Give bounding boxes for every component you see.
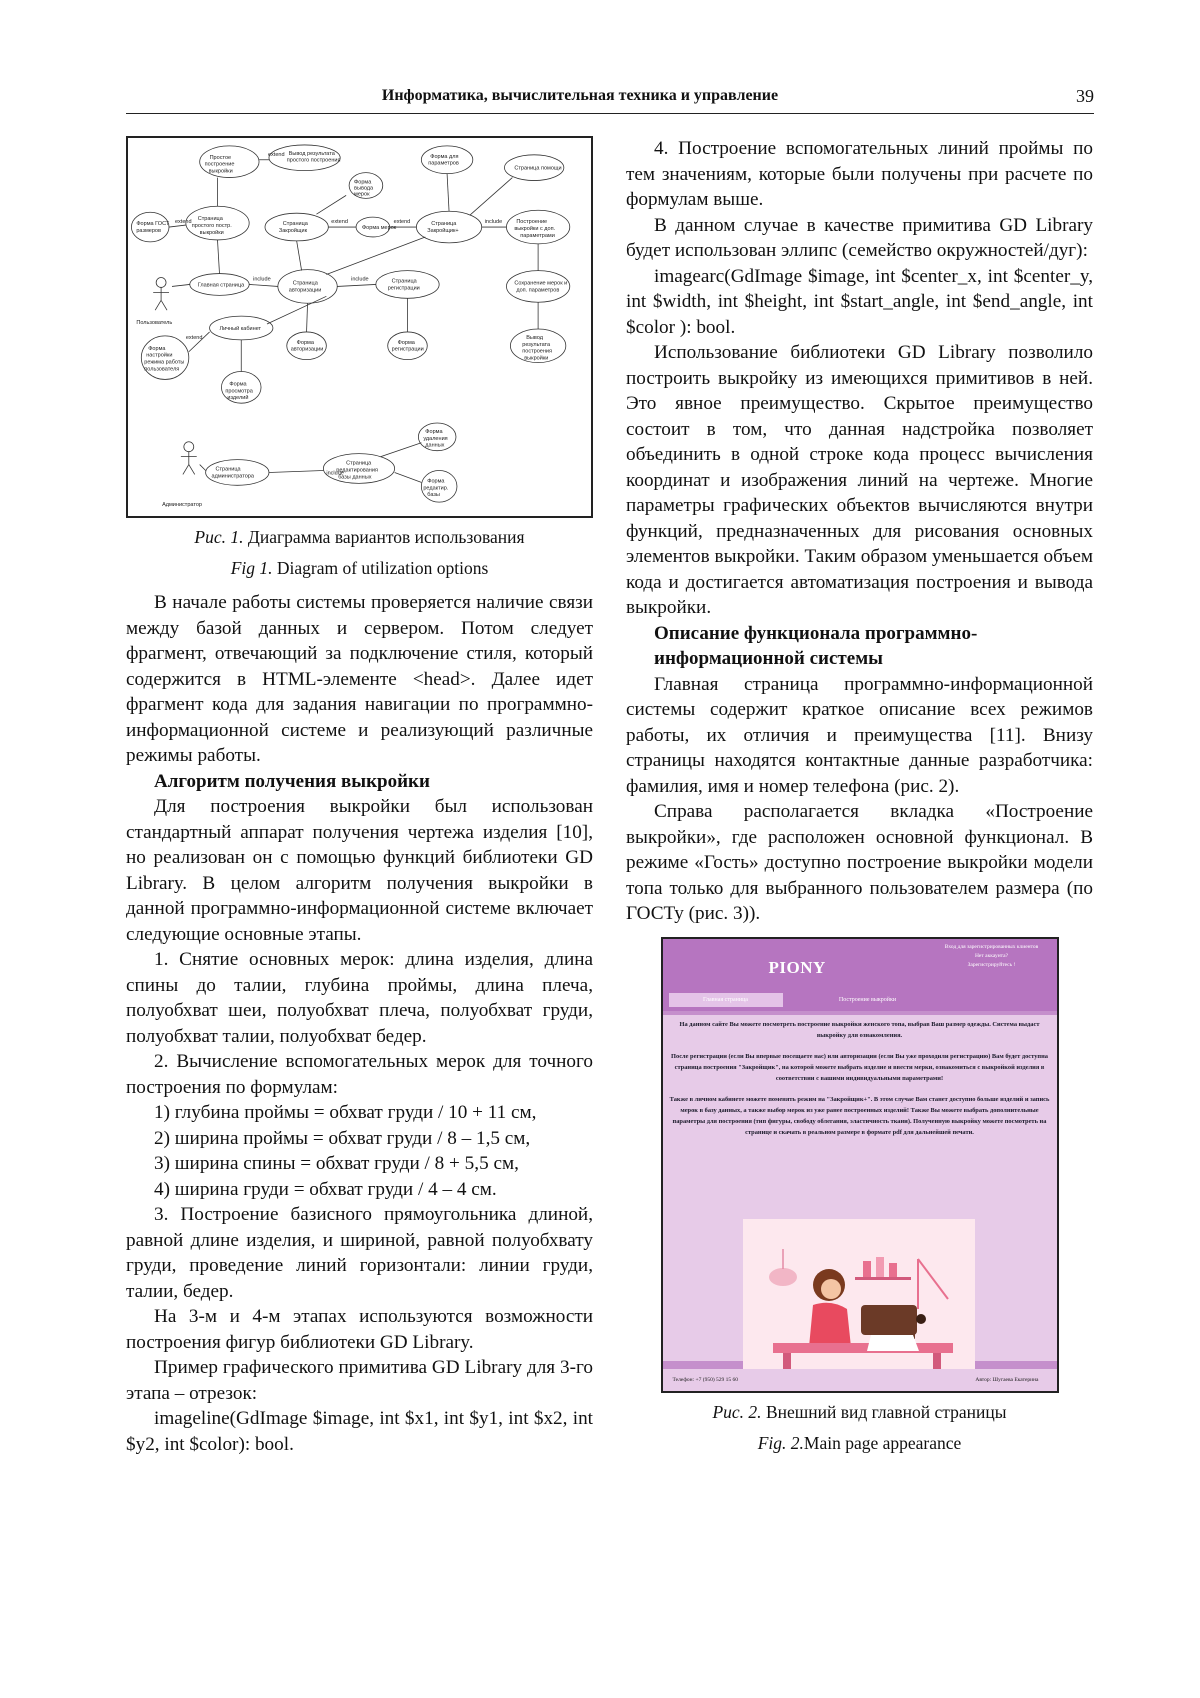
- main-page-screenshot: [661, 937, 1059, 1393]
- svg-text:extend: extend: [174, 219, 192, 226]
- svg-text:выкройки с доп.: выкройки с доп.: [514, 226, 556, 233]
- svg-text:Администратор: Администратор: [162, 502, 203, 509]
- figure1-caption-ru: [126, 522, 593, 553]
- svg-text:построения: построения: [522, 348, 553, 355]
- register-link[interactable]: Зарегистрируйтесь !: [967, 961, 1016, 968]
- code-line: imageline(GdImage $image, int $x1, int $y1, int $x2, int $y2, int $color): bool.: [126, 1408, 593, 1455]
- svg-text:параметров: параметров: [428, 160, 459, 167]
- paragraph: 2. Вычисление вспомогательных мерок для точного построения по формулам:: [126, 1051, 593, 1098]
- svg-text:Страница: Страница: [292, 280, 318, 287]
- paragraph: Справа располагается вкладка «Построение выкройки», где расположен основной функционал. В режиме «Гость» доступно построение выкройки модели топа только для выбранного пользователем размера (по ГОСТу (рис. 3)).: [626, 801, 1093, 924]
- svg-text:авторизации: авторизации: [288, 287, 322, 294]
- svg-text:extend: extend: [185, 334, 203, 341]
- svg-text:доп. параметров: доп. параметров: [516, 287, 560, 294]
- site-text: После регистрации (если Вы впервые посещаете нас) или авторизации (если Вы уже проходили регистрацию) Вам будет доступна страница построения "Закройщик", на которой можете выбрать изделие и ввести мерки, ознакомиться с выкройкой изделия в соответствии с вашими индивидуальными параметрами!: [671, 1052, 1048, 1082]
- figure1-label-en: Fig 1.: [230, 558, 273, 578]
- svg-text:Форма: Форма: [397, 339, 415, 346]
- formula-list: [126, 1100, 593, 1202]
- svg-text:вывода: вывода: [354, 185, 374, 192]
- paragraph: Использование библиотеки GD Library позволило построить выкройку из имеющихся примитивов в ней. Это явное преимущество. Скрытое преимущество состоит в том, что данная надстройка позволяет объединить в одной строке кода процесс вычисления координат и изображения линий на чертеже. Многие параметры графических объектов вычисляются внутри функций, предназначенных для рисования основных элементов выкройки. Таким образом уменьшается объем кода и достигается автоматизация построения и вывода выкройки.: [626, 342, 1093, 618]
- svg-text:Закройщик: Закройщик: [278, 228, 307, 235]
- svg-text:размеров: размеров: [136, 228, 161, 235]
- left-column: [126, 136, 593, 1457]
- svg-text:Страница: Страница: [197, 216, 223, 223]
- svg-text:Сохранение мерок и: Сохранение мерок и: [514, 280, 568, 287]
- formula-item: 3) ширина спины = обхват груди / 8 + 5,5 см,: [154, 1153, 519, 1174]
- paragraph: Пример графического примитива GD Library для 3-го этапа – отрезок:: [126, 1357, 593, 1404]
- svg-text:Форма: Форма: [296, 339, 314, 346]
- figure2-caption-ru: [626, 1397, 1093, 1428]
- svg-text:include: include: [326, 470, 344, 477]
- svg-text:мерок: мерок: [354, 191, 370, 198]
- svg-text:Форма ГОСТ: Форма ГОСТ: [136, 221, 170, 228]
- svg-text:простого постр.: простого постр.: [191, 223, 232, 230]
- formula-item: 2) ширина проймы = обхват груди / 8 – 1,5 см,: [154, 1127, 531, 1149]
- figure1-caption-ru-text: Диаграмма вариантов использования: [243, 527, 525, 547]
- sewing-illustration: [743, 1219, 975, 1387]
- journal-title: Информатика, вычислительная техника и управление: [381, 87, 779, 104]
- svg-text:удаления: удаления: [423, 435, 448, 442]
- paragraph: Для построения выкройки был использован стандартный аппарат получения чертежа изделия [10], но реализован он с помощью функций библиотеки GD Library. В целом алгоритм получения выкройки в данной программно-информационной системе включает следующие основные этапы.: [126, 796, 593, 945]
- sewing-illustration-svg: [743, 1219, 975, 1387]
- page-number: 39: [1076, 86, 1094, 106]
- svg-text:Форма мерок: Форма мерок: [361, 225, 397, 232]
- svg-text:Форма: Форма: [425, 428, 443, 435]
- paragraph: 4. Построение вспомогательных линий проймы по тем значениям, которые были получены при расчете по формулам выше.: [626, 138, 1093, 210]
- svg-text:Вывод результата: Вывод результата: [288, 150, 335, 157]
- svg-text:администратора: администратора: [211, 473, 254, 480]
- figure1-caption-en: [126, 553, 593, 584]
- footer-author: Автор: Шугаева Екатерина: [975, 1376, 1039, 1383]
- svg-text:Главная страница: Главная страница: [197, 282, 245, 289]
- svg-text:базы данных: базы данных: [338, 474, 372, 481]
- svg-text:include: include: [484, 219, 503, 226]
- svg-text:простого построения: простого построения: [286, 157, 341, 164]
- svg-text:Закройщик+: Закройщик+: [427, 228, 459, 235]
- paragraph: В данном случае в качестве примитива GD Library будет использован эллипс (семейство окружностей/дуг):: [626, 214, 1093, 261]
- figure2-label-ru: Рис. 2.: [712, 1401, 762, 1422]
- tab-build[interactable]: Построение выкройки: [838, 996, 897, 1003]
- svg-text:Пользователь: Пользователь: [136, 320, 173, 327]
- svg-text:изделий: изделий: [227, 395, 249, 402]
- svg-text:include: include: [351, 276, 369, 283]
- section-heading: Алгоритм получения выкройки: [154, 770, 430, 792]
- svg-text:выкройки: выкройки: [524, 355, 549, 362]
- figure2-caption-en-text: Main page appearance: [803, 1432, 962, 1453]
- svg-text:Форма: Форма: [354, 179, 372, 186]
- svg-text:Простое: Простое: [209, 154, 232, 161]
- svg-text:результата: результата: [522, 341, 551, 348]
- paragraph: В начале работы системы проверяется наличие связи между базой данных и сервером. Потом следует фрагмент, отвечающий за подключение стиля, который содержится в HTML-элементе <head>. Далее идет фрагмент кода для задания навигации по программно-информационной системе и реализующий различные режимы работы.: [126, 592, 593, 766]
- svg-text:Страница: Страница: [215, 466, 241, 473]
- footer-phone: Телефон: +7 (950) 529 15 60: [672, 1376, 739, 1383]
- svg-text:настройки: настройки: [146, 352, 173, 359]
- site-logo: PIONY: [768, 957, 826, 977]
- svg-text:параметрами: параметрами: [520, 232, 555, 239]
- svg-text:данных: данных: [425, 442, 445, 449]
- svg-text:авторизации: авторизации: [290, 346, 324, 353]
- use-case-diagram: [126, 136, 593, 518]
- svg-text:базы: базы: [427, 492, 440, 499]
- svg-text:просмотра: просмотра: [225, 388, 253, 395]
- svg-text:режима работы: режима работы: [144, 359, 185, 366]
- svg-text:include: include: [253, 276, 271, 283]
- svg-text:Личный кабинет: Личный кабинет: [219, 325, 262, 332]
- svg-text:Страница: Страница: [431, 221, 457, 228]
- svg-text:Страница помощи: Страница помощи: [514, 165, 562, 172]
- formula-item: 1) глубина проймы = обхват груди / 10 + 11 см,: [154, 1102, 537, 1123]
- site-footer: [663, 1369, 1057, 1391]
- paragraph: 3. Построение базисного прямоугольника длиной, равной длине изделия, и шириной, равной полуобхвату груди, проведение линий горизонтали: линии груди, талии, бедер.: [126, 1204, 593, 1302]
- svg-text:выкройки: выкройки: [199, 229, 224, 236]
- paragraph: На 3-м и 4-м этапах используются возможности построения фигур библиотеки GD Library.: [126, 1306, 593, 1353]
- svg-text:построение: построение: [204, 161, 235, 168]
- site-text: Также в личном кабинете можете поменять режим на "Закройщик+". В этом случае Вам станет доступно больше изделий и запись мерок в базу данных, а также выбор мерок из уже ранее построенных изделий! Также Вы можете выбрать дополнительные параметры для построения (тип фигуры, свободу облегания, эластичность ткани). Полученную выкройку можете посмотреть на странице и скачать в реальном размере в формате pdf для дальнейшей печати.: [669, 1095, 1050, 1136]
- svg-text:Страница: Страница: [391, 278, 417, 285]
- svg-text:редактир.: редактир.: [423, 485, 449, 492]
- svg-text:Форма: Форма: [427, 478, 445, 485]
- svg-text:выкройки: выкройки: [208, 168, 233, 175]
- site-text: На данном сайте Вы можете посмотреть построение выкройки женского топа, выбрав Ваш размер одежды. Система выдаст выкройку для ознакомления.: [679, 1020, 1040, 1039]
- formula-item: 4) ширина груди = обхват груди / 4 – 4 см.: [154, 1178, 497, 1200]
- site-header: [663, 939, 1057, 987]
- figure2-caption-ru-text: Внешний вид главной страницы: [761, 1401, 1007, 1422]
- use-case-diagram-svg: [128, 138, 591, 516]
- running-header: [126, 86, 1094, 114]
- svg-text:регистрации: регистрации: [391, 346, 424, 353]
- svg-text:Форма для: Форма для: [430, 153, 459, 160]
- right-column: [626, 136, 1093, 1459]
- figure2-caption-en: [626, 1428, 1093, 1459]
- svg-text:редактирования: редактирования: [336, 467, 378, 474]
- svg-text:Страница: Страница: [346, 460, 372, 467]
- figure1-caption-en-text: Diagram of utilization options: [272, 558, 489, 578]
- svg-text:пользователя: пользователя: [144, 366, 180, 373]
- login-text: Вход для зарегистрированных клиентов: [944, 943, 1039, 950]
- login-link[interactable]: Нет аккаунта?: [974, 952, 1009, 959]
- paragraph: Главная страница программно-информационной системы содержит краткое описание всех режимов работы, их отличия и преимущества [11]. Внизу страницы находятся контактные данные разработчика: фамилия, имя и номер телефона (рис. 2).: [626, 673, 1093, 797]
- login-block: [937, 943, 1047, 970]
- svg-text:extend: extend: [267, 151, 285, 158]
- code-line: imagearc(GdImage $image, int $center_x, int $center_y, int $width, int $height, int $start_angle, int $end_angle, int $color ): bool.: [626, 265, 1093, 338]
- svg-text:Построение: Построение: [516, 219, 548, 226]
- svg-text:Форма: Форма: [229, 381, 247, 388]
- figure2-label-en: Fig. 2.: [757, 1432, 804, 1453]
- svg-text:Форма: Форма: [148, 345, 166, 352]
- svg-text:регистрации: регистрации: [387, 285, 420, 292]
- site-nav: [663, 987, 1057, 1011]
- tab-main[interactable]: Главная страница: [669, 993, 783, 1007]
- svg-text:Вывод: Вывод: [526, 334, 543, 341]
- paragraph: 1. Снятие основных мерок: длина изделия, длина спины до талии, глубина проймы, длина плеча, полуобхват шеи, полуобхват плеча, полуобхват груди, полуобхват талии, полуобхват бедер.: [126, 949, 593, 1047]
- section-heading: Описание функционала программно-информационной системы: [654, 622, 978, 669]
- svg-text:extend: extend: [393, 219, 411, 226]
- figure1-label-ru: Рис. 1.: [194, 527, 244, 547]
- figure2-wrapper: [626, 937, 1093, 1393]
- svg-text:extend: extend: [331, 219, 348, 226]
- svg-text:Страница: Страница: [282, 221, 308, 228]
